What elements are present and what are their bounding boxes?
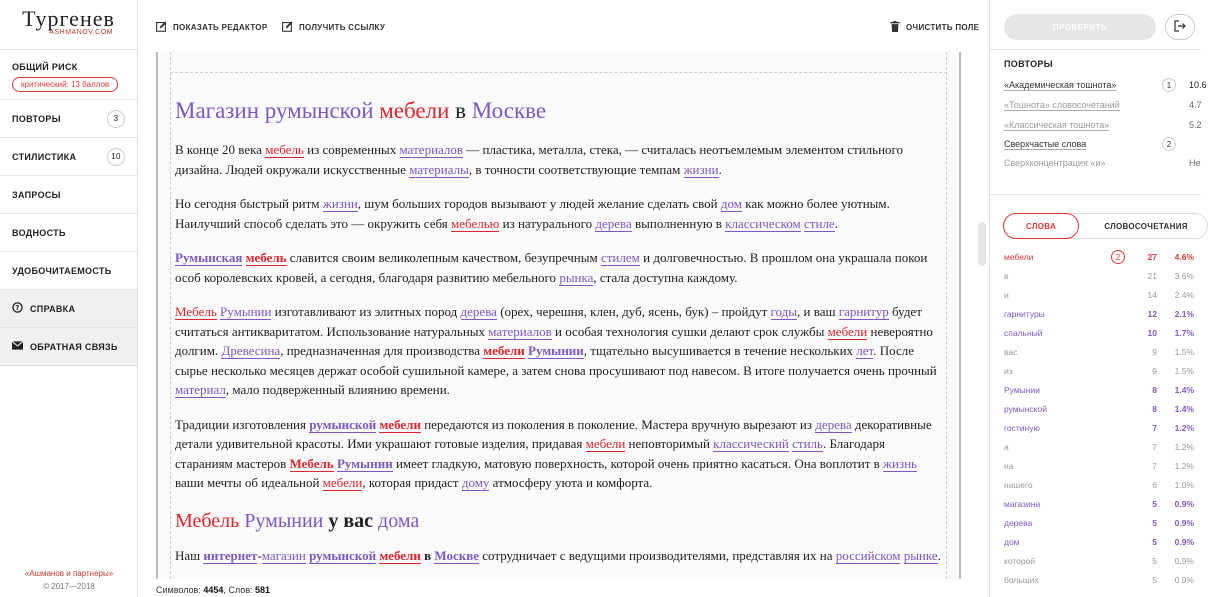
word-text: а <box>1004 442 1009 452</box>
highlighted-word[interactable]: Мебель <box>289 455 334 471</box>
help-icon <box>12 302 23 316</box>
nav-readability[interactable] <box>0 252 137 290</box>
nav-style-label: СТИЛИСТИКА <box>12 151 77 162</box>
edit-link-icon <box>282 21 293 34</box>
highlighted-word[interactable]: материалов <box>399 142 464 157</box>
metric-phrase-value: 4.7 <box>1189 100 1202 110</box>
highlighted-word[interactable]: Румынии <box>528 343 584 358</box>
word-count: 21 <box>1147 271 1157 281</box>
editor-scrollbar[interactable] <box>974 52 988 579</box>
highlighted-word[interactable]: стилем <box>600 250 640 265</box>
highlighted-word[interactable]: Румынии <box>336 455 393 471</box>
word-percent: 3.6% <box>1174 271 1194 281</box>
metric-i-concentration: Сверхконцентрация «и» <box>1004 158 1106 168</box>
nav-queries[interactable] <box>0 176 137 214</box>
logo-title: Тургенев <box>22 6 115 31</box>
word-percent: 2.1% <box>1174 309 1194 319</box>
metric-academic-value: 10.6 <box>1189 80 1207 90</box>
highlighted-word[interactable]: классическом <box>725 215 801 231</box>
article-content[interactable] <box>175 96 945 580</box>
word-percent: 1.7% <box>1174 328 1194 338</box>
article-paragraph-3: Румынская мебель славится своим великолепным качеством, безупречным стилем и долговечностью. В прошлом она украшала покои особ королевских кровей, а сегодня, благодаря развитию мебельного рынка, стала доступна каждому. <box>175 250 928 285</box>
nav-help-label: СПРАВКА <box>30 303 76 314</box>
word-row[interactable] <box>1004 381 1204 400</box>
nav-water-label: ВОДНОСТЬ <box>12 227 66 238</box>
nav-repeats[interactable] <box>0 100 137 138</box>
highlighted-word[interactable]: мебель <box>245 250 287 265</box>
metric-academic-nausea[interactable]: «Академическая тошнота» <box>1004 80 1117 90</box>
highlighted-word[interactable]: мебели <box>483 343 525 358</box>
highlighted-word[interactable]: дерева <box>460 304 497 319</box>
highlighted-word[interactable]: рынке <box>903 547 938 563</box>
word-count: 9 <box>1152 347 1157 357</box>
word-count: 9 <box>1152 366 1157 376</box>
highlighted-word[interactable]: мебель <box>265 142 304 157</box>
article-paragraph-5: Традиции изготовления румынской мебели передаются из поколения в поколение. Мастера вручную вырезают из дерева декоративные детали удивительной красоты. Ими украшают готовые изделия, придавая мебели неповторимый классический стиль. Благодаря стараниям мастеров Мебель Румынии имеет гладкую, матовую поверхность, которой очень приятно касаться. Она воплотит в жизнь ваши мечты об идеальной мебели, которая придаст дому атмосферу уюта и комфорта. <box>175 416 932 490</box>
word-text: которой <box>1004 556 1036 566</box>
risk-title: ОБЩИЙ РИСК <box>12 62 78 72</box>
clear-field-button[interactable] <box>890 21 979 34</box>
word-percent: 1.0% <box>1174 480 1194 490</box>
highlighted-word[interactable]: мебели <box>379 416 421 432</box>
highlighted-word[interactable]: материал <box>175 382 226 397</box>
word-text: из <box>1004 366 1013 376</box>
panel-divider <box>990 49 1201 50</box>
word-percent: 1.4% <box>1174 404 1194 414</box>
word-row[interactable] <box>1004 438 1204 457</box>
highlighted-word[interactable]: дом <box>720 196 742 211</box>
word-text: гарнитуры <box>1004 309 1045 319</box>
logout-icon <box>1174 20 1186 35</box>
copyright: © 2017—2018 <box>43 582 95 591</box>
highlighted-word[interactable]: материалов <box>488 323 552 339</box>
highlighted-word[interactable]: материалы <box>409 161 469 177</box>
tab-words[interactable]: СЛОВА <box>1003 213 1079 239</box>
word-count: 7 <box>1152 442 1157 452</box>
word-count: 7 <box>1152 423 1157 433</box>
get-link-label: ПОЛУЧИТЬ ССЫЛКУ <box>299 23 386 32</box>
word-row[interactable] <box>1004 286 1204 305</box>
nav-feedback[interactable] <box>0 328 137 366</box>
word-row[interactable] <box>1004 476 1204 495</box>
article-paragraph-4: Мебель Румынии изготавливают из элитных пород дерева (орех, черешня, клен, дуб, ясень, бук) – пройдут годы, и ваш гарнитур будет считаться антикваритатом. Использование натуральных материалов и особая технология сушки делают срок службы мебели невероятно долгим. Древесина, предназначенная для производства мебели Румынии, тщательно высушивается в течение нескольких лет. После сырье несколько месяцев держат особой сушильной камере, а затем снова просушивают под навесом. В итоге получается очень прочный материал, мало подверженный влиянию времени. <box>175 304 937 397</box>
highlighted-word[interactable]: годы <box>770 304 798 319</box>
highlighted-word[interactable]: мебелью <box>451 215 500 231</box>
highlighted-word[interactable]: дерева <box>595 215 632 231</box>
highlighted-word[interactable]: румынской <box>264 98 374 123</box>
word-count: 8 <box>1152 385 1157 395</box>
repeats-title: ПОВТОРЫ <box>1004 59 1053 69</box>
highlighted-word[interactable]: дому <box>461 475 490 490</box>
highlighted-word[interactable]: Румынии <box>244 509 324 532</box>
editor-scroll-thumb[interactable] <box>978 222 986 266</box>
mail-icon <box>12 341 23 353</box>
nav-readability-label: УДОБОЧИТАЕМОСТЬ <box>12 265 112 276</box>
word-percent: 0.9% <box>1174 518 1194 528</box>
highlighted-word[interactable]: Румынская <box>175 250 243 265</box>
article-paragraph-1: В конце 20 века мебель из современных материалов — пластика, металла, стека, — считалась неотъемлемым элементом стильного дизайна. Людей окружали искусственные материалы, в точности соответствующие темпам жизни. <box>175 142 904 177</box>
logo[interactable] <box>0 0 137 50</box>
highlighted-word[interactable]: Мебель <box>175 509 240 532</box>
word-text: мебели <box>1004 252 1034 262</box>
nav-feedback-label: ОБРАТНАЯ СВЯЗЬ <box>30 341 118 352</box>
nav-style-count: 10 <box>107 148 125 166</box>
highlighted-word[interactable]: жизни <box>322 196 358 211</box>
editor-top-border <box>170 72 947 73</box>
word-count: 5 <box>1152 518 1157 528</box>
nav-style[interactable] <box>0 138 137 176</box>
word-text: и <box>1004 290 1009 300</box>
metric-phrase-nausea[interactable]: «Тошнота» словосочетаний <box>1004 100 1120 110</box>
word-percent: 0.9% <box>1174 575 1194 585</box>
article-subheading <box>175 508 945 534</box>
text-editor[interactable] <box>156 52 961 579</box>
overall-risk <box>0 50 137 100</box>
word-text: гостиную <box>1004 423 1040 433</box>
check-button[interactable]: ПРОВЕРИТЬ <box>1004 14 1156 40</box>
word-percent: 1.2% <box>1174 442 1194 452</box>
panel-divider <box>990 194 1201 195</box>
word-count: 14 <box>1147 290 1157 300</box>
word-percent: 1.5% <box>1174 366 1194 376</box>
show-editor-label: ПОКАЗАТЬ РЕДАКТОР <box>173 23 268 32</box>
tab-phrases[interactable]: СЛОВОСОЧЕТАНИЯ <box>1104 221 1188 231</box>
words-tabs <box>1003 213 1208 239</box>
word-percent: 1.2% <box>1174 423 1194 433</box>
highlighted-word[interactable]: дерева <box>815 416 852 432</box>
bold-text: в <box>420 547 435 563</box>
highlighted-word[interactable]: мебели <box>827 323 868 339</box>
edit-icon <box>156 21 167 34</box>
word-percent: 1.2% <box>1174 461 1194 471</box>
article-paragraph-6: Наш интернет-магазин румынской мебели в Москве сотрудничает с ведущими производителями, представляя их на российском рынке. <box>175 547 941 563</box>
word-percent: 0.9% <box>1174 537 1194 547</box>
word-text: магазина <box>1004 499 1041 509</box>
editor-left-guide <box>170 52 171 579</box>
metric-classic-value: 5.2 <box>1189 120 1202 130</box>
word-count: 6 <box>1152 480 1157 490</box>
word-row[interactable] <box>1004 457 1204 476</box>
logo-subtitle: ASHMANOV.COM <box>49 29 113 36</box>
word-row[interactable] <box>1004 248 1204 267</box>
highlighted-word[interactable]: рынка <box>559 269 594 285</box>
word-row[interactable] <box>1004 495 1204 514</box>
highlighted-word[interactable]: мебели <box>585 436 626 451</box>
metric-i-value: Не <box>1189 158 1201 168</box>
right-panel <box>989 0 1207 597</box>
word-percent: 2.4% <box>1174 290 1194 300</box>
word-text: дерева <box>1004 518 1033 528</box>
word-count: 5 <box>1152 537 1157 547</box>
article-heading: Магазин румынской мебели в Москве <box>175 98 547 123</box>
highlighted-word[interactable]: гарнитур <box>838 304 889 319</box>
word-count: 27 <box>1147 252 1157 262</box>
word-row[interactable] <box>1004 571 1204 590</box>
logout-button[interactable] <box>1165 14 1195 40</box>
word-text: больших <box>1004 575 1039 585</box>
nav-repeats-label: ПОВТОРЫ <box>12 113 61 124</box>
trash-icon <box>890 21 900 34</box>
word-percent: 4.6% <box>1174 252 1194 262</box>
left-sidebar <box>0 0 138 597</box>
word-percent: 0.9% <box>1174 556 1194 566</box>
highlighted-word[interactable]: жизнь <box>883 455 917 471</box>
highlighted-word[interactable]: российском <box>835 547 901 563</box>
highlighted-word[interactable]: стиле <box>804 215 835 231</box>
highlighted-word[interactable]: мебели <box>322 475 363 490</box>
word-row[interactable] <box>1004 324 1204 343</box>
highlighted-word[interactable]: Москве <box>434 547 480 563</box>
word-percent: 0.9% <box>1174 499 1194 509</box>
highlighted-word[interactable]: жизни <box>683 161 719 177</box>
highlighted-word[interactable]: мебели <box>379 98 450 123</box>
article-paragraph-2: Но сегодня быстрый ритм жизни, шум больших городов вызывают у людей желание сделать свой дом как можно более уютным. Наилучший способ сделать это — окружить себя мебелью из натурального дерева выполненную в классическом стиле. <box>175 196 890 231</box>
highlighted-word[interactable]: лет <box>856 343 874 358</box>
word-row[interactable] <box>1004 305 1204 324</box>
risk-badge: критический: 13 баллов <box>12 77 118 92</box>
highlighted-word[interactable]: румынской <box>309 416 377 432</box>
word-row[interactable] <box>1004 419 1204 438</box>
highlighted-word[interactable]: интернет <box>203 547 258 563</box>
word-row[interactable] <box>1004 343 1204 362</box>
words-count: 581 <box>255 585 271 595</box>
word-count: 7 <box>1152 461 1157 471</box>
editor-right-guide <box>946 52 947 579</box>
highlighted-word[interactable]: Мебель <box>175 304 217 319</box>
svg-text:?: ? <box>15 303 20 312</box>
highlighted-word[interactable]: румынской <box>309 547 377 563</box>
highlighted-word[interactable]: классический <box>713 436 789 451</box>
highlighted-word[interactable]: стиль <box>792 436 823 451</box>
nav-help[interactable] <box>0 290 137 328</box>
word-row[interactable] <box>1004 267 1204 286</box>
word-percent: 1.4% <box>1174 385 1194 395</box>
metric-frequent-count: 2 <box>1162 137 1176 151</box>
get-link-button[interactable] <box>282 21 385 34</box>
clear-field-label: ОЧИСТИТЬ ПОЛЕ <box>906 23 980 32</box>
word-count: 5 <box>1152 575 1157 585</box>
word-count: 5 <box>1152 499 1157 509</box>
metric-frequent-words[interactable]: Сверхчастые слова <box>1004 139 1087 149</box>
highlighted-word[interactable]: дома <box>378 509 420 532</box>
bold-text: у вас <box>323 509 379 532</box>
word-row[interactable] <box>1004 514 1204 533</box>
highlighted-word[interactable]: мебели <box>379 547 421 563</box>
symbols-label: Символов: <box>156 585 201 595</box>
nav-queries-label: ЗАПРОСЫ <box>12 189 61 200</box>
nav-water[interactable] <box>0 214 137 252</box>
nav-repeats-count: 3 <box>107 110 125 128</box>
word-row[interactable] <box>1004 552 1204 571</box>
words-label: , Слов: <box>223 585 253 595</box>
word-text: дом <box>1004 537 1020 547</box>
highlighted-word[interactable]: Магазин <box>175 98 260 123</box>
word-count: 5 <box>1152 556 1157 566</box>
metric-academic-count: 1 <box>1162 78 1176 92</box>
word-badge: 2 <box>1111 250 1125 264</box>
text-stats <box>156 585 270 595</box>
highlighted-word[interactable]: Древесина <box>221 343 281 358</box>
metric-classic-nausea[interactable]: «Классическая тошнота» <box>1004 120 1110 130</box>
word-count: 8 <box>1152 404 1157 414</box>
word-row[interactable] <box>1004 400 1204 419</box>
sidebar-footer <box>0 567 138 593</box>
word-text: вас <box>1004 347 1018 357</box>
word-percent: 1.5% <box>1174 347 1194 357</box>
word-text: в <box>1004 271 1009 281</box>
highlighted-word[interactable]: магазин <box>261 547 306 563</box>
highlighted-word[interactable]: Румынии <box>220 304 272 319</box>
word-text: нашего <box>1004 480 1033 490</box>
show-editor-button[interactable] <box>156 21 267 34</box>
company-link[interactable]: «Ашманов и партнеры» <box>24 569 114 578</box>
highlighted-word[interactable]: Москве <box>471 98 547 123</box>
word-text: спальный <box>1004 328 1043 338</box>
word-count: 12 <box>1147 309 1157 319</box>
word-row[interactable] <box>1004 533 1204 552</box>
word-text: на <box>1004 461 1014 471</box>
symbols-count: 4454 <box>203 585 224 595</box>
word-row[interactable] <box>1004 362 1204 381</box>
word-count: 10 <box>1147 328 1157 338</box>
word-text: Румынии <box>1004 385 1040 395</box>
editor-toolbar <box>139 0 989 52</box>
word-text: румынской <box>1004 404 1047 414</box>
